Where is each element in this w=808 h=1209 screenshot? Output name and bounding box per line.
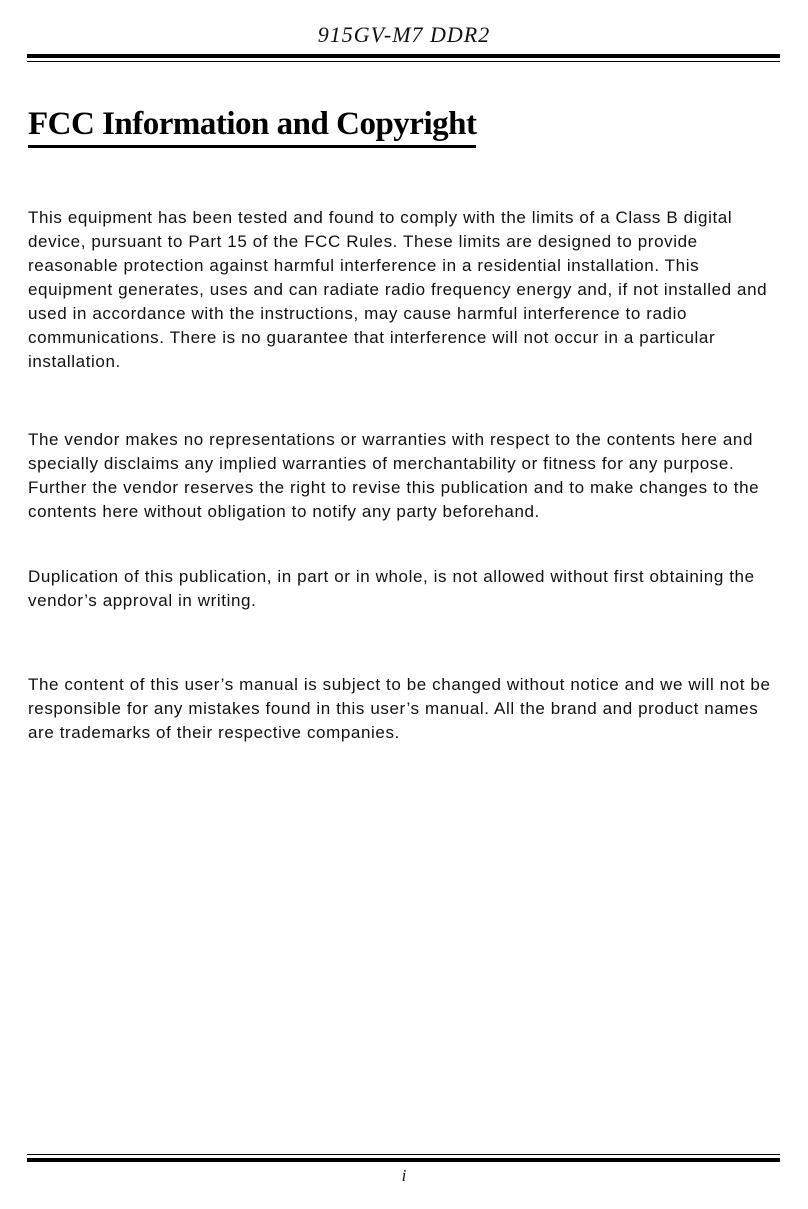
page-number: i — [401, 1166, 407, 1185]
page-title: FCC Information and Copyright — [28, 106, 476, 148]
header-rule-thin — [27, 61, 780, 62]
duplication-paragraph: Duplication of this publication, in part or in whole, is not allowed without first obtaining the vendor’s approval in writing. — [28, 567, 755, 610]
footer-rule-thick — [27, 1158, 780, 1162]
footer-rule-thin — [27, 1154, 780, 1155]
manual-changes-paragraph: The content of this user’s manual is subject to be changed without notice and we will not be responsible for any mistakes found in this user’s manual. All the brand and product names are trademarks of their respective companies. — [28, 675, 771, 742]
fcc-compliance-paragraph: This equipment has been tested and found to comply with the limits of a Class B digital device, pursuant to Part 15 of the FCC Rules. These limits are designed to provide reasonable protection against harmful interference in a residential installation. This equipment generates, uses and can radiate radio frequency energy and, if not installed and used in accordance with the instructions, may cause harmful interference to radio communications. There is no guarantee that interference will not occur in a particular installation. — [28, 208, 768, 371]
running-header: 915GV-M7 DDR2 — [317, 22, 491, 47]
header-rule-thick — [27, 54, 780, 58]
warranty-disclaimer-paragraph: The vendor makes no representations or warranties with respect to the contents here and specially disclaims any implied warranties of merchantability or fitness for any purpose. Further the vendor reserves the right to revise this publication and to make changes to the contents here without obligation to notify any party beforehand. — [28, 430, 760, 521]
